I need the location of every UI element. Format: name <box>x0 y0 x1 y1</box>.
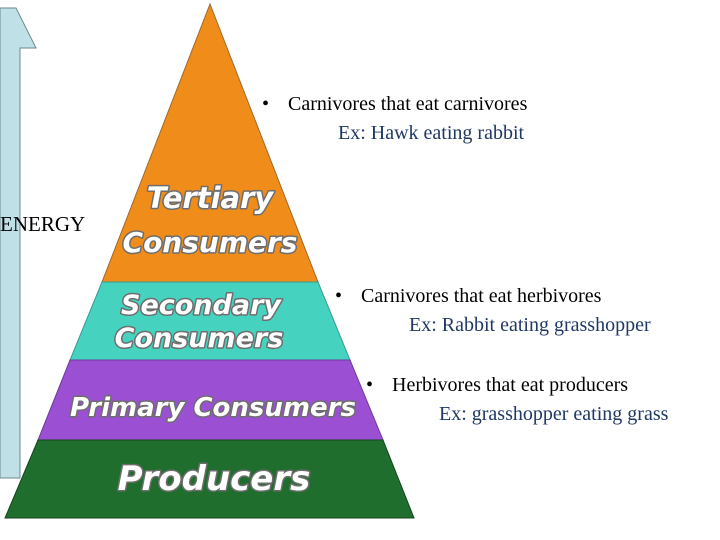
energy-arrow <box>0 8 36 478</box>
tertiary-example: Ex: Hawk eating rabbit <box>338 122 525 144</box>
tertiary-description <box>262 90 527 148</box>
primary-example: Ex: grasshopper eating grass <box>439 403 669 425</box>
secondary-label-line1: Secondary <box>121 290 281 321</box>
primary-description-text: Herbivores that eat producers <box>392 374 629 396</box>
energy-label: ENERGY <box>0 212 86 236</box>
bullet-icon: • <box>262 93 270 115</box>
secondary-description <box>335 282 651 340</box>
secondary-example: Ex: Rabbit eating grasshopper <box>409 314 651 336</box>
tertiary-label-line1: Tertiary <box>146 181 274 215</box>
producers-label: Producers <box>117 459 311 499</box>
secondary-label-line2: Consumers <box>114 323 284 354</box>
tertiary-description-text: Carnivores that eat carnivores <box>288 93 528 115</box>
bullet-icon: • <box>366 374 374 396</box>
bullet-icon: • <box>335 285 343 307</box>
tertiary-label-line2: Consumers <box>122 226 298 259</box>
primary-label: Primary Consumers <box>70 393 356 423</box>
primary-description <box>366 371 668 429</box>
secondary-description-text: Carnivores that eat herbivores <box>361 285 602 307</box>
